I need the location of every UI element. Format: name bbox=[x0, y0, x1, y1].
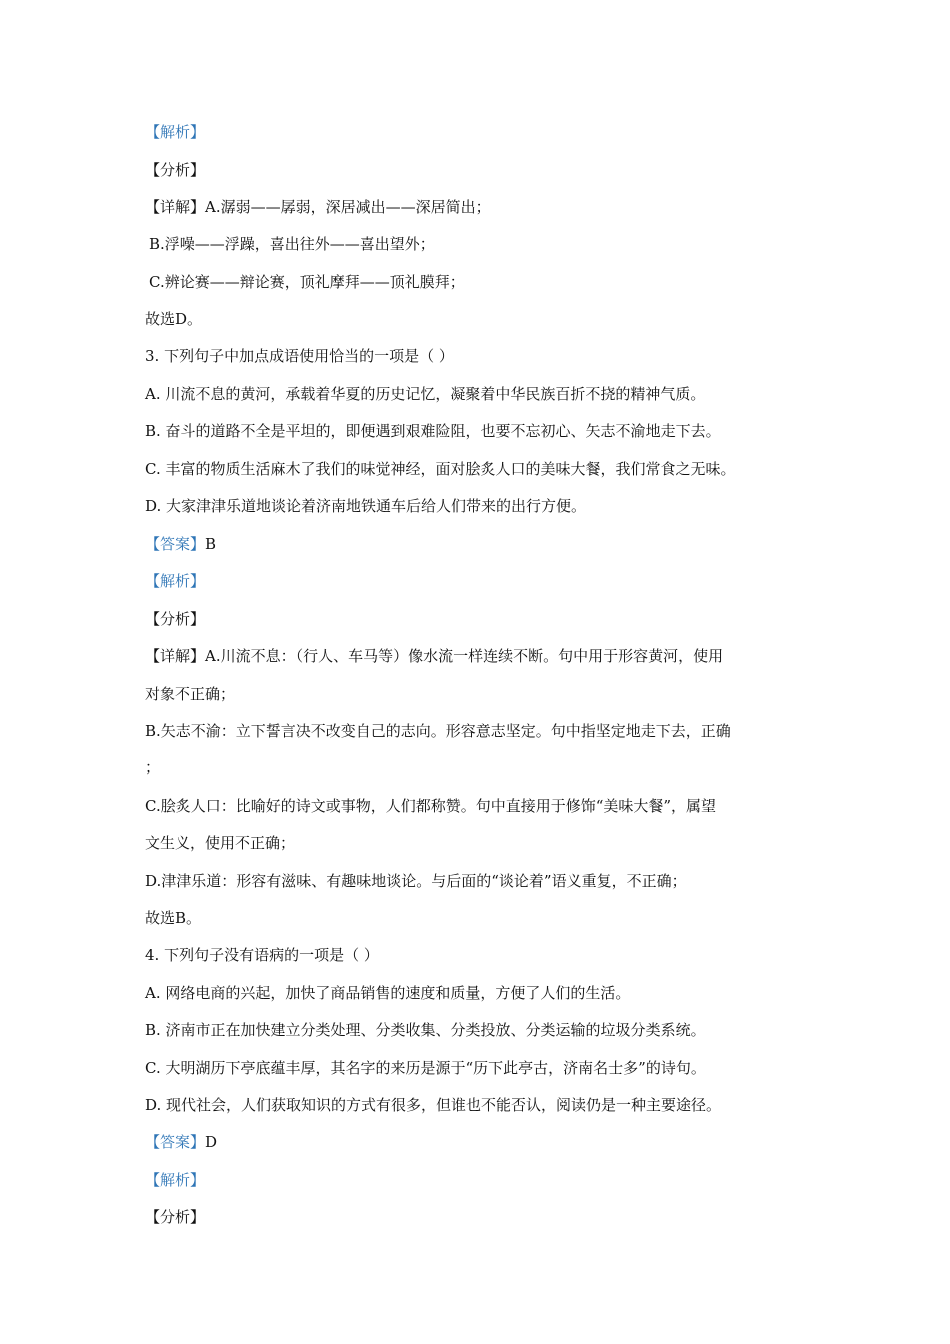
text: C.脍炙人口：比喻好的诗文或事物，人们都称赞。句中直接用于修饰“美味大餐”，属望 bbox=[145, 797, 717, 815]
question-stem bbox=[145, 945, 815, 965]
answer-line bbox=[145, 534, 815, 554]
detail-line bbox=[145, 646, 815, 666]
conclusion-line bbox=[145, 908, 815, 928]
text: 故选B。 bbox=[145, 909, 202, 927]
text: C.辨论赛——辩论赛，顶礼摩拜——顶礼膜拜； bbox=[149, 273, 465, 291]
detail-line bbox=[145, 721, 815, 741]
detail-line bbox=[145, 684, 815, 704]
section-label-breakdown bbox=[145, 609, 815, 629]
section-label-analysis bbox=[145, 1170, 815, 1190]
option-b bbox=[145, 1020, 815, 1040]
text: C. 大明湖历下亭底蕴丰厚，其名字的来历是源于“历下此亭古，济南名士多”的诗句。 bbox=[145, 1059, 706, 1077]
text: B. 奋斗的道路不全是平坦的，即便遇到艰难险阻，也要不忘初心、矢志不渝地走下去。 bbox=[145, 422, 721, 440]
section-label-analysis bbox=[145, 571, 815, 591]
option-a bbox=[145, 384, 815, 404]
conclusion-line bbox=[145, 309, 815, 329]
text: A. 网络电商的兴起，加快了商品销售的速度和质量，方便了人们的生活。 bbox=[145, 984, 631, 1002]
text: A.川流不息：（行人、车马等）像水流一样连续不断。句中用于形容黄河，使用 bbox=[205, 647, 724, 665]
text: B bbox=[205, 535, 217, 553]
option-b bbox=[145, 421, 815, 441]
detail-line bbox=[145, 197, 815, 217]
detail-line bbox=[145, 833, 815, 853]
text: ； bbox=[145, 758, 161, 776]
text: 文生义，使用不正确； bbox=[145, 834, 296, 852]
option-c bbox=[145, 1058, 815, 1078]
text: C. 丰富的物质生活麻木了我们的味觉神经，面对脍炙人口的美味大餐，我们常食之无味。 bbox=[145, 460, 736, 478]
label: 【详解】 bbox=[145, 198, 206, 216]
option-c bbox=[145, 459, 815, 479]
text: 4. 下列句子没有语病的一项是（ ） bbox=[145, 946, 379, 964]
section-label-breakdown bbox=[145, 160, 815, 180]
option-a bbox=[145, 983, 815, 1003]
label: 【解析】 bbox=[145, 572, 206, 590]
section-label-breakdown bbox=[145, 1207, 815, 1227]
text: B.浮噪——浮躁，喜出往外——喜出望外； bbox=[149, 235, 435, 253]
text: D bbox=[205, 1133, 218, 1151]
text: 对象不正确； bbox=[145, 685, 236, 703]
detail-line bbox=[149, 272, 819, 292]
detail-line bbox=[145, 796, 815, 816]
text: B. 济南市正在加快建立分类处理、分类收集、分类投放、分类运输的垃圾分类系统。 bbox=[145, 1021, 706, 1039]
question-stem bbox=[145, 346, 815, 366]
label: 【详解】 bbox=[145, 647, 206, 665]
section-label-analysis bbox=[145, 122, 815, 142]
option-d bbox=[145, 496, 815, 516]
text: A. 川流不息的黄河，承载着华夏的历史记忆，凝聚着中华民族百折不挠的精神气质。 bbox=[145, 385, 706, 403]
label: 【分析】 bbox=[145, 161, 206, 179]
detail-line bbox=[149, 234, 819, 254]
label: 【分析】 bbox=[145, 610, 206, 628]
label: 【答案】 bbox=[145, 1133, 206, 1151]
text: 故选D。 bbox=[145, 310, 203, 328]
label: 【解析】 bbox=[145, 1171, 206, 1189]
option-d bbox=[145, 1095, 815, 1115]
text: A.潺弱——孱弱，深居减出——深居简出； bbox=[205, 198, 491, 216]
text: B.矢志不渝：立下誓言决不改变自己的志向。形容意志坚定。句中指坚定地走下去，正确 bbox=[145, 722, 731, 740]
answer-line bbox=[145, 1132, 815, 1152]
detail-line bbox=[145, 757, 815, 777]
text: D.津津乐道：形容有滋味、有趣味地谈论。与后面的“谈论着”语义重复，不正确； bbox=[145, 872, 687, 890]
detail-line bbox=[145, 871, 815, 891]
text: 3. 下列句子中加点成语使用恰当的一项是（ ） bbox=[145, 347, 454, 365]
label: 【解析】 bbox=[145, 123, 206, 141]
text: D. 现代社会，人们获取知识的方式有很多，但谁也不能否认，阅读仍是一种主要途径。 bbox=[145, 1096, 722, 1114]
text: D. 大家津津乐道地谈论着济南地铁通车后给人们带来的出行方便。 bbox=[145, 497, 587, 515]
label: 【分析】 bbox=[145, 1208, 206, 1226]
label: 【答案】 bbox=[145, 535, 206, 553]
